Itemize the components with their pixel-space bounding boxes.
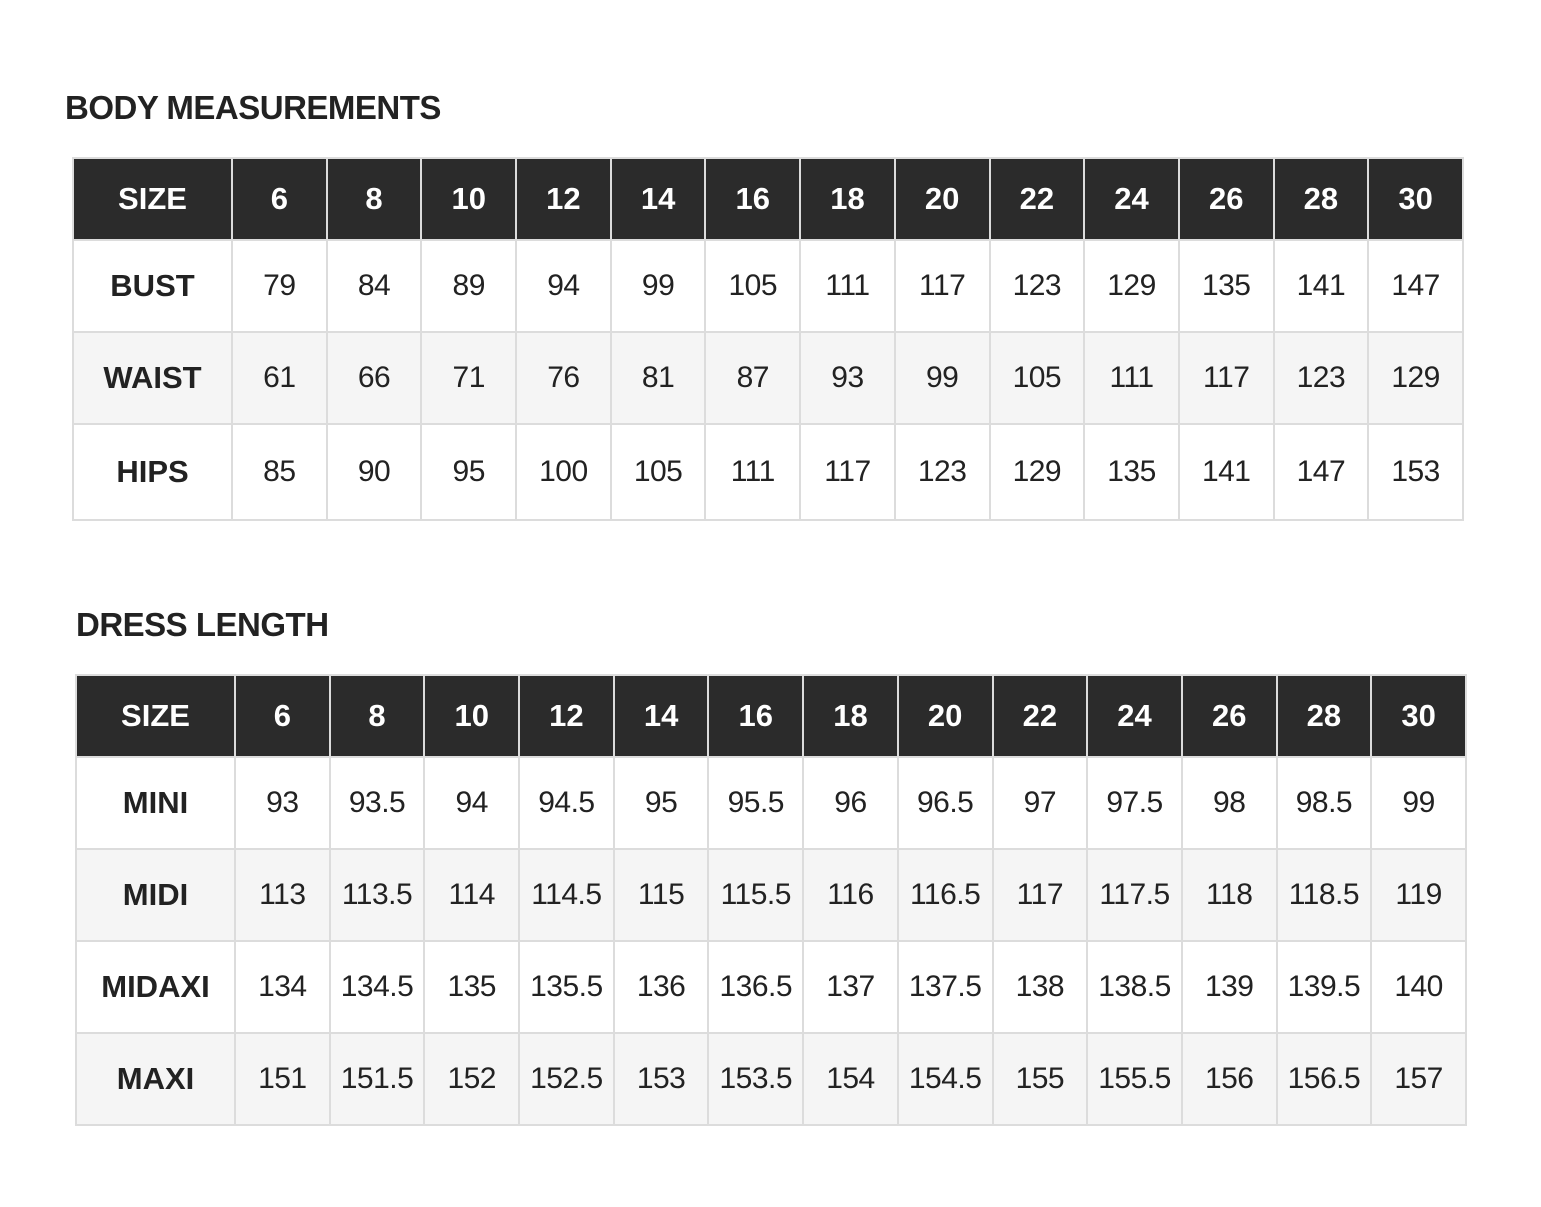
body-measurements-title: BODY MEASUREMENTS [65,89,441,126]
table-row [76,757,1466,849]
table-cell: 66 [327,332,422,424]
body-measurements-table [72,157,1464,521]
table-cell: 113.5 [330,849,425,941]
table-cell: 94.5 [519,757,614,849]
size-column-header: 30 [1368,158,1463,240]
table-cell: 114 [424,849,519,941]
table-cell: 89 [421,240,516,332]
table-cell: 135 [1084,424,1179,520]
size-column-header: 12 [516,158,611,240]
table-cell: 136.5 [708,941,803,1033]
table-cell: 98.5 [1277,757,1372,849]
table-cell: 141 [1179,424,1274,520]
table-row [73,424,1463,520]
table-cell: 155 [993,1033,1088,1125]
table-header-row [73,158,1463,240]
size-column-header: 28 [1277,675,1372,757]
table-row [73,240,1463,332]
table-cell: 94 [424,757,519,849]
table-cell: 97 [993,757,1088,849]
table-header-row [76,675,1466,757]
table-cell: 135.5 [519,941,614,1033]
table-cell: 135 [424,941,519,1033]
dress-length-title: DRESS LENGTH [76,606,329,643]
table-cell: 129 [1368,332,1463,424]
table-cell: 93 [235,757,330,849]
table-cell: 151 [235,1033,330,1125]
table-cell: 105 [611,424,706,520]
row-label: MINI [76,757,235,849]
size-column-header: 16 [705,158,800,240]
size-column-header: 8 [327,158,422,240]
size-column-header: 8 [330,675,425,757]
table-cell: 136 [614,941,709,1033]
size-column-header: 28 [1274,158,1369,240]
row-label: MAXI [76,1033,235,1125]
row-label: BUST [73,240,232,332]
table-row [76,1033,1466,1125]
size-column-header: 20 [895,158,990,240]
table-cell: 93.5 [330,757,425,849]
table-cell: 117 [895,240,990,332]
table-cell: 154 [803,1033,898,1125]
table-cell: 84 [327,240,422,332]
table-cell: 156.5 [1277,1033,1372,1125]
table-cell: 71 [421,332,516,424]
table-cell: 85 [232,424,327,520]
size-column-header: 18 [803,675,898,757]
table-cell: 105 [990,332,1085,424]
table-cell: 118.5 [1277,849,1372,941]
table-cell: 95 [614,757,709,849]
table-cell: 76 [516,332,611,424]
table-cell: 137.5 [898,941,993,1033]
table-cell: 99 [895,332,990,424]
size-column-header: 26 [1179,158,1274,240]
table-cell: 111 [800,240,895,332]
size-header-label: SIZE [76,675,235,757]
size-column-header: 24 [1087,675,1182,757]
table-cell: 153 [1368,424,1463,520]
table-cell: 98 [1182,757,1277,849]
table-cell: 115.5 [708,849,803,941]
table-cell: 152 [424,1033,519,1125]
size-column-header: 10 [424,675,519,757]
table-cell: 139 [1182,941,1277,1033]
table-cell: 117 [993,849,1088,941]
table-cell: 134.5 [330,941,425,1033]
table-cell: 99 [611,240,706,332]
row-label: MIDAXI [76,941,235,1033]
table-cell: 123 [895,424,990,520]
table-cell: 141 [1274,240,1369,332]
table-cell: 129 [990,424,1085,520]
row-label: WAIST [73,332,232,424]
size-header-label: SIZE [73,158,232,240]
table-cell: 61 [232,332,327,424]
size-column-header: 12 [519,675,614,757]
table-cell: 81 [611,332,706,424]
size-column-header: 6 [235,675,330,757]
table-cell: 153 [614,1033,709,1125]
size-column-header: 10 [421,158,516,240]
table-cell: 117.5 [1087,849,1182,941]
table-row [76,849,1466,941]
table-row [76,941,1466,1033]
size-column-header: 14 [614,675,709,757]
table-cell: 114.5 [519,849,614,941]
table-cell: 105 [705,240,800,332]
row-label: HIPS [73,424,232,520]
table-cell: 96 [803,757,898,849]
size-column-header: 22 [990,158,1085,240]
table-cell: 135 [1179,240,1274,332]
table-cell: 147 [1274,424,1369,520]
table-cell: 140 [1371,941,1466,1033]
table-cell: 79 [232,240,327,332]
table-cell: 96.5 [898,757,993,849]
table-row [73,332,1463,424]
size-column-header: 14 [611,158,706,240]
table-cell: 111 [705,424,800,520]
table-cell: 118 [1182,849,1277,941]
table-cell: 129 [1084,240,1179,332]
table-cell: 115 [614,849,709,941]
table-cell: 117 [1179,332,1274,424]
table-cell: 134 [235,941,330,1033]
table-cell: 111 [1084,332,1179,424]
size-column-header: 24 [1084,158,1179,240]
size-column-header: 26 [1182,675,1277,757]
table-cell: 116 [803,849,898,941]
table-cell: 138.5 [1087,941,1182,1033]
size-column-header: 6 [232,158,327,240]
table-cell: 154.5 [898,1033,993,1125]
table-cell: 155.5 [1087,1033,1182,1125]
table-cell: 157 [1371,1033,1466,1125]
table-cell: 99 [1371,757,1466,849]
table-cell: 117 [800,424,895,520]
table-cell: 113 [235,849,330,941]
table-cell: 94 [516,240,611,332]
table-cell: 123 [990,240,1085,332]
size-column-header: 22 [993,675,1088,757]
table-cell: 97.5 [1087,757,1182,849]
table-cell: 95 [421,424,516,520]
table-cell: 95.5 [708,757,803,849]
table-cell: 93 [800,332,895,424]
table-cell: 139.5 [1277,941,1372,1033]
row-label: MIDI [76,849,235,941]
size-column-header: 30 [1371,675,1466,757]
table-cell: 137 [803,941,898,1033]
table-cell: 90 [327,424,422,520]
size-column-header: 18 [800,158,895,240]
table-cell: 123 [1274,332,1369,424]
table-cell: 153.5 [708,1033,803,1125]
table-cell: 100 [516,424,611,520]
table-cell: 138 [993,941,1088,1033]
dress-length-table [75,674,1467,1126]
size-column-header: 20 [898,675,993,757]
table-cell: 119 [1371,849,1466,941]
table-cell: 147 [1368,240,1463,332]
table-cell: 151.5 [330,1033,425,1125]
table-cell: 116.5 [898,849,993,941]
table-cell: 152.5 [519,1033,614,1125]
table-cell: 87 [705,332,800,424]
size-column-header: 16 [708,675,803,757]
table-cell: 156 [1182,1033,1277,1125]
